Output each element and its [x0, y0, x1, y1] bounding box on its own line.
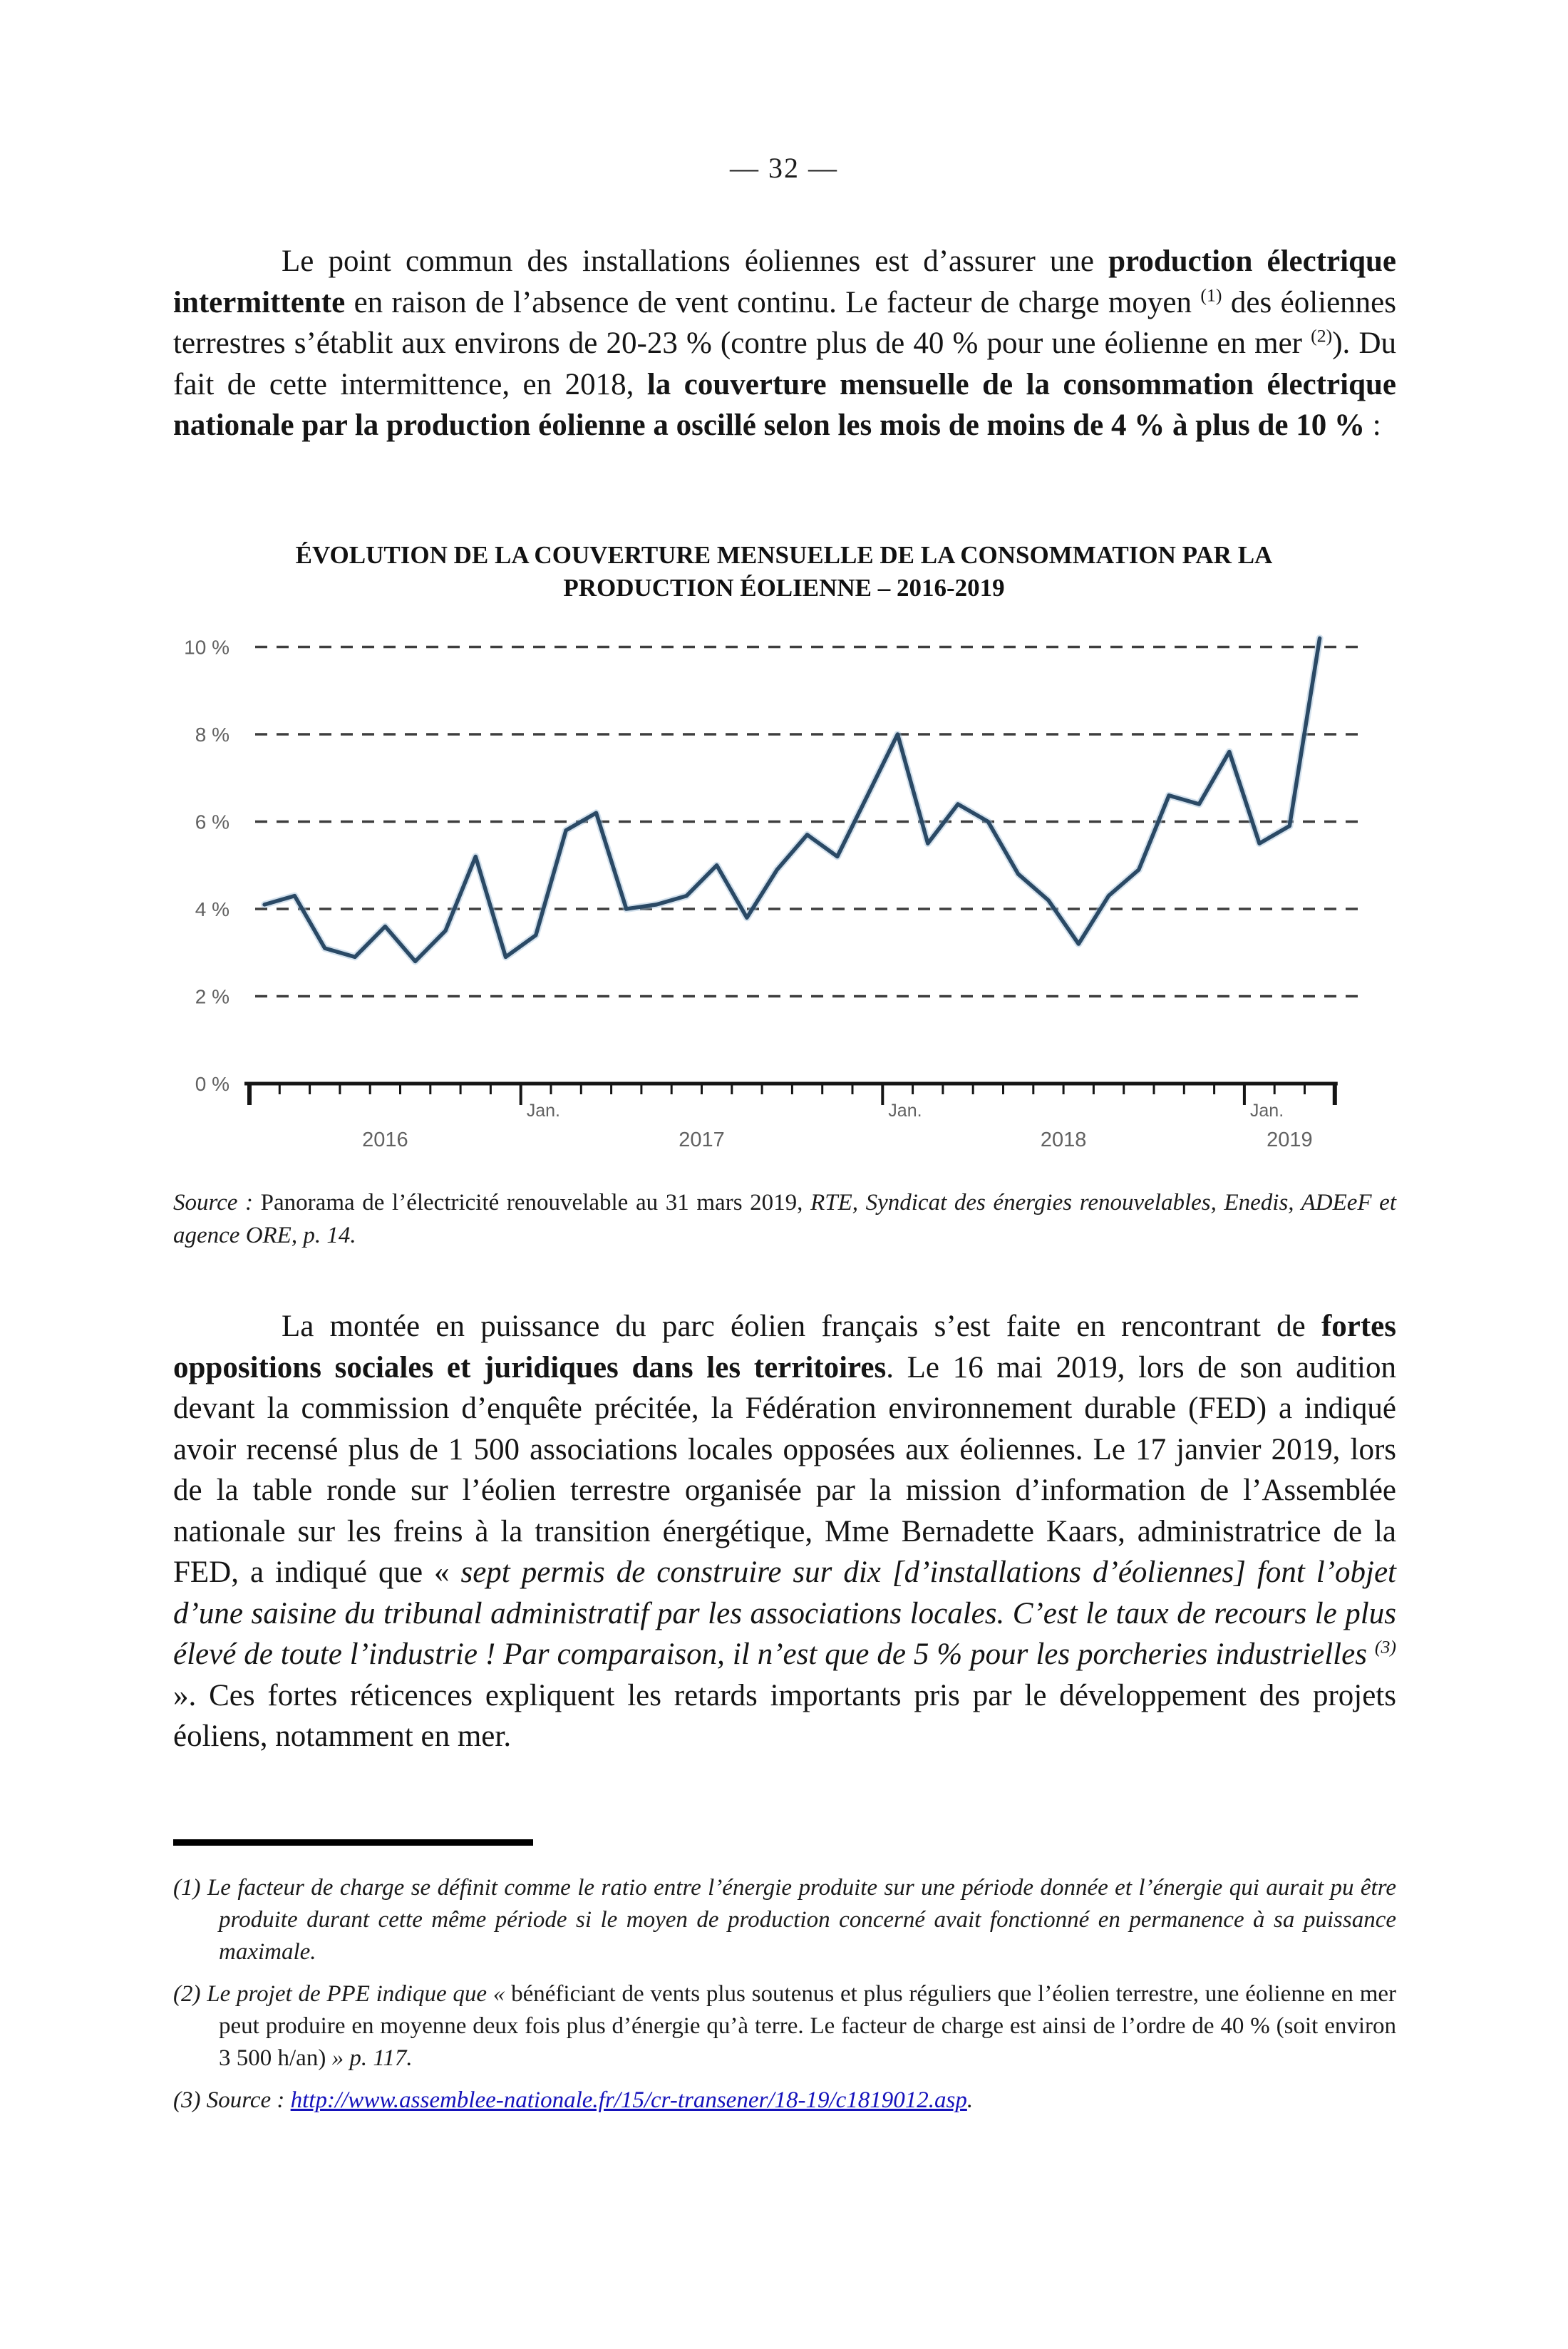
intro-paragraph [173, 241, 1396, 446]
y-axis-label: 0 % [195, 1073, 229, 1095]
jan-tick-label: Jan. [888, 1101, 922, 1121]
year-label: 2016 [362, 1129, 408, 1151]
text-segment: sept permis de construire sur dix [d’installations d’éoliennes] font l’objet d’une saisine du tribunal administratif par les associations locales. C’est le taux de recours le plus élevé de toute l’industrie ! Par comparaison, il n’est que de 5 % pour les porcheries industrielles [173, 1556, 1396, 1671]
year-label: 2019 [1267, 1129, 1313, 1151]
text-segment: en raison de l’absence de vent continu. Le facteur de charge moyen [345, 285, 1201, 319]
text-segment: production électrique intermittente [173, 245, 1396, 319]
text-segment: Panorama de l’électricité renouvelable au 31 mars 2019, [253, 1190, 811, 1215]
text-segment: fortes oppositions sociales et juridiques dans les territoires [173, 1310, 1396, 1384]
jan-tick-label: Jan. [526, 1101, 560, 1121]
data-line-halo [264, 638, 1320, 961]
data-line-wind-coverage [264, 638, 1320, 961]
chart-title [0, 539, 1568, 605]
footnote-2 [173, 1978, 1396, 2075]
text-segment: ». Ces fortes réticences expliquent les retards importants pris par le développement des projets éoliens, notamment en mer. [173, 1678, 1396, 1753]
year-label: 2017 [679, 1129, 725, 1151]
year-label: 2018 [1040, 1129, 1087, 1151]
y-axis-label: 8 % [195, 724, 229, 746]
text-segment: . [966, 2087, 974, 2113]
text-segment: bénéficiant de vents plus soutenus et plus réguliers que l’éolien terrestre, une éolienne en mer peut produire en moyenne deux fois plus d’énergie qu’à terre. Le facteur de charge est ainsi de l’ordre de 40 % (soit environ 3 500 h/an) [219, 1981, 1396, 2071]
text-segment: (1) Le facteur de charge se définit comme le ratio entre l’énergie produite sur une période donnée et l’énergie qui aurait pu être produite durant cette même période si le moyen de production concerné avait fonctionné en permanence à sa puissance maximale. [173, 1875, 1396, 1965]
text-segment: . Le 16 mai 2019, lors de son audition devant la commission d’enquête précitée, la Fédération environnement durable (FED) a indiqué avoir recensé plus de 1 500 associations locales opposées aux éoliennes. Le 17 janvier 2019, lors de la table ronde sur l’éolien terrestre organisée par la mission d’information de l’Assemblée nationale sur les freins à la transition énergétique, Mme Bernadette Kaars, administratrice de la FED, a indiqué que « [173, 1350, 1396, 1589]
text-segment: des éoliennes terrestres s’établit aux environs de 20-23 % (contre plus de 40 % pour une éolienne en mer [173, 285, 1396, 360]
footnote-separator-rule [173, 1839, 533, 1846]
footnotes-section [173, 1872, 1396, 2127]
body-paragraph [173, 1306, 1396, 1757]
footnote-source-link[interactable]: http://www.assemblee-nationale.fr/15/cr-transener/18-19/c1819012.asp [290, 2087, 967, 2113]
text-segment: La montée en puissance du parc éolien français s’est faite en rencontrant de [282, 1310, 1321, 1343]
chart-title-line1: ÉVOLUTION DE LA COUVERTURE MENSUELLE DE LA CONSOMMATION PAR LA [295, 541, 1273, 569]
page-number: — 32 — [730, 152, 838, 184]
y-axis-label: 6 % [195, 811, 229, 833]
coverage-line-chart [0, 613, 1568, 1176]
text-segment: (3) Source : [173, 2087, 291, 2113]
jan-tick-label: Jan. [1249, 1101, 1284, 1121]
footnote-1 [173, 1872, 1396, 1968]
text-segment: la couverture mensuelle de la consommation électrique nationale par la production éolienne a oscillé selon les mois de moins de 4 % à plus de 10 % [173, 367, 1396, 442]
text-segment: ). Du fait de cette intermittence, en 2018, [173, 327, 1396, 401]
text-segment: (2) Le projet de PPE indique que « [173, 1981, 512, 2007]
y-axis-label: 10 % [184, 636, 229, 659]
text-segment: (2) [1311, 325, 1333, 346]
text-segment: : [1364, 408, 1381, 442]
text-segment: RTE, Syndicat des énergies renouvelables, Enedis, ADEeF et agence ORE, p. 14. [173, 1190, 1397, 1248]
chart-title-line2: PRODUCTION ÉOLIENNE – 2016-2019 [563, 574, 1005, 602]
text-segment: Le point commun des installations éoliennes est d’assurer une [282, 245, 1109, 278]
text-segment: » p. 117. [331, 2045, 413, 2071]
chart-source-note [173, 1186, 1396, 1252]
y-axis-label: 2 % [195, 985, 229, 1008]
text-segment: (1) [1200, 284, 1222, 306]
text-segment: Source : [173, 1190, 254, 1215]
footnote-3 [173, 2085, 1396, 2117]
y-axis-label: 4 % [195, 898, 229, 920]
text-segment: (3) [1374, 1636, 1396, 1657]
